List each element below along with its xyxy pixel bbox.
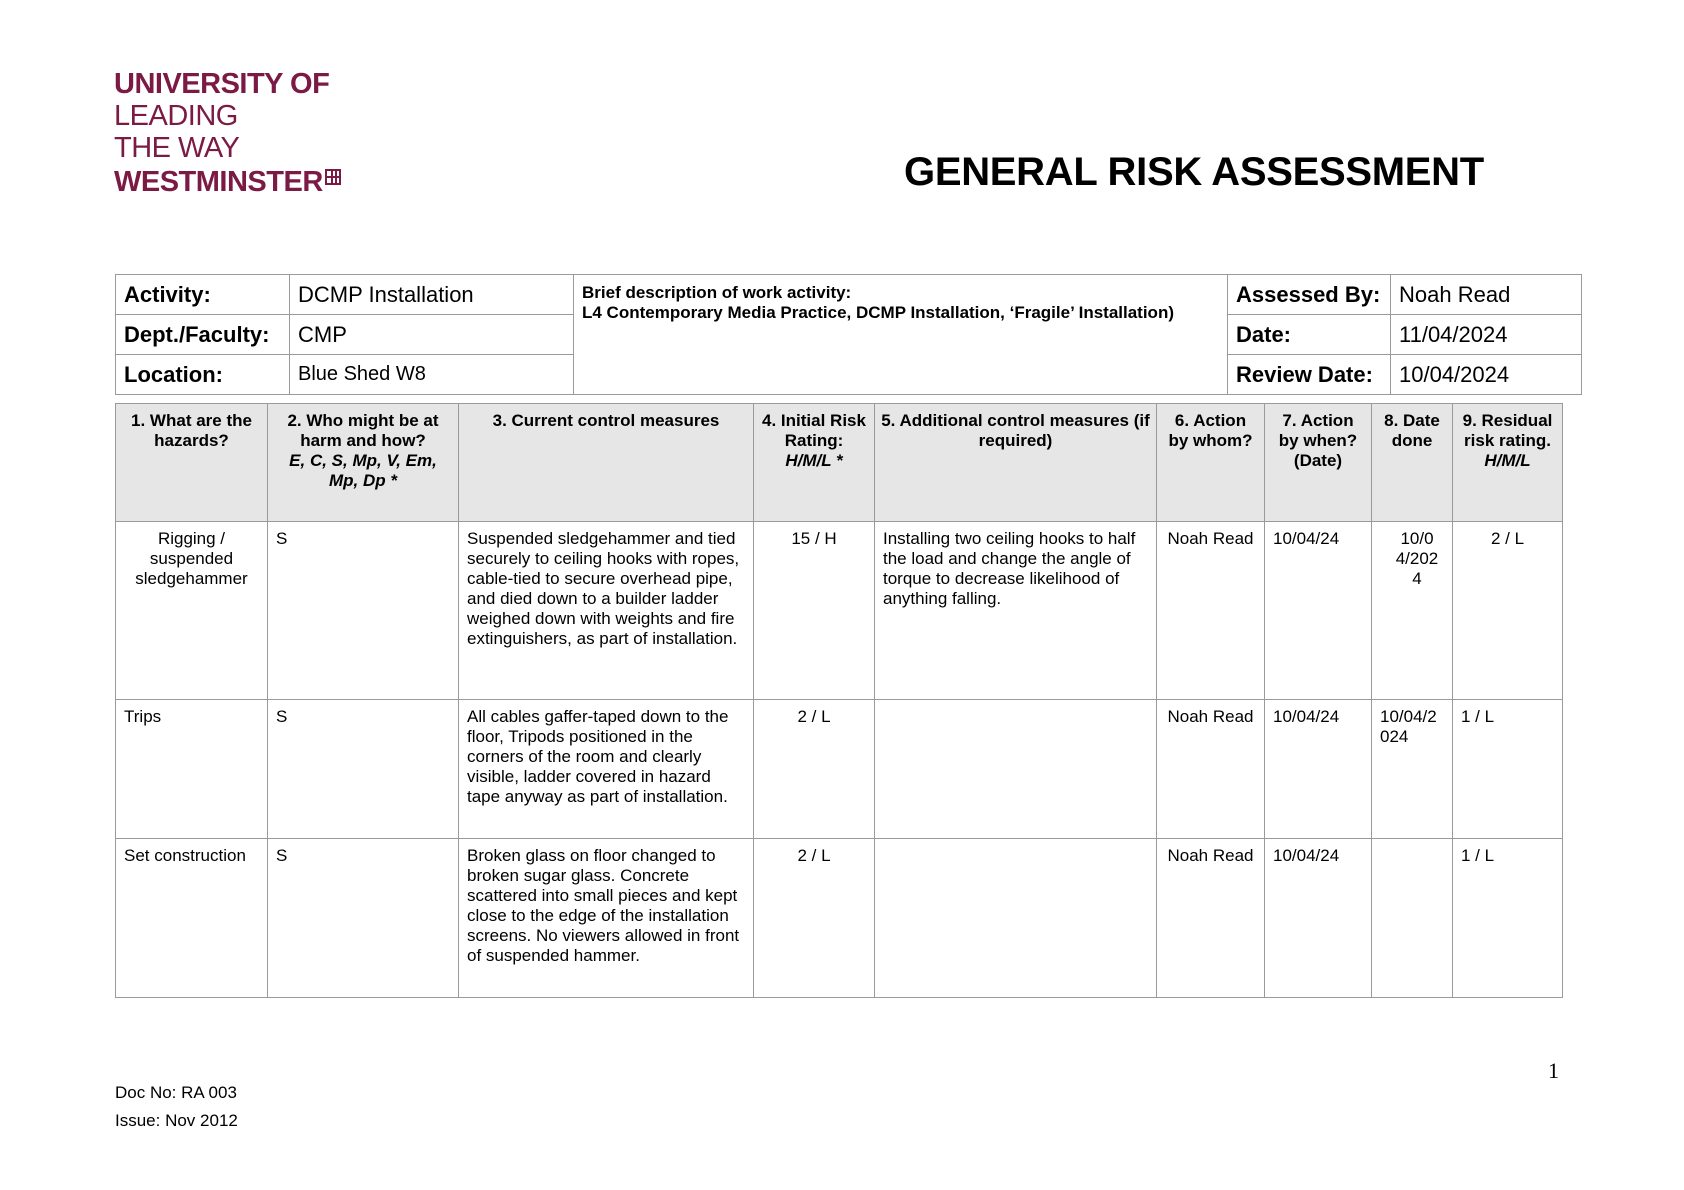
issue-date: Issue: Nov 2012 — [115, 1111, 238, 1130]
assessed-value: Noah Read — [1391, 275, 1582, 315]
additional-controls-cell: Installing two ceiling hooks to half the load and change the angle of torque to decrease likelihood of anything falling. — [875, 522, 1157, 700]
document-title: GENERAL RISK ASSESSMENT — [904, 150, 1484, 194]
additional-controls-cell — [875, 700, 1157, 839]
date-value: 11/04/2024 — [1391, 315, 1582, 355]
header-initial-risk: 4. Initial Risk Rating: H/M/L * — [754, 404, 875, 522]
by-whom-cell: Noah Read — [1157, 839, 1265, 998]
controls-cell: Broken glass on floor changed to broken sugar glass. Concrete scattered into small pieces and kept close to the edge of the installation screens. No viewers allowed in front of suspended hammer. — [459, 839, 754, 998]
risk-table — [115, 403, 1563, 998]
dept-value: CMP — [290, 315, 574, 355]
initial-risk-cell: 15 / H — [754, 522, 875, 700]
header-date-done: 8. Date done — [1372, 404, 1453, 522]
who-cell: S — [268, 839, 459, 998]
logo-line-4-text: WESTMINSTER — [114, 165, 323, 198]
by-when-cell: 10/04/24 — [1265, 839, 1372, 998]
logo-line-4 — [114, 166, 341, 198]
header-who: 2. Who might be at harm and how? E, C, S, Mp, V, Em, Mp, Dp * — [268, 404, 459, 522]
by-when-cell: 10/04/24 — [1265, 700, 1372, 839]
assessed-label: Assessed By: — [1228, 275, 1391, 315]
header-additional-controls: 5. Additional control measures (if required) — [875, 404, 1157, 522]
review-date-value: 10/04/2024 — [1391, 355, 1582, 395]
controls-cell: All cables gaffer-taped down to the floor, Tripods positioned in the corners of the room and clearly visible, ladder covered in hazard tape anyway as part of installation. — [459, 700, 754, 839]
by-when-cell: 10/04/24 — [1265, 522, 1372, 700]
additional-controls-cell — [875, 839, 1157, 998]
logo-line-3: THE WAY — [114, 132, 240, 164]
by-whom-cell: Noah Read — [1157, 522, 1265, 700]
hazard-cell: Rigging / suspended sledgehammer — [116, 522, 268, 700]
doc-number: Doc No: RA 003 — [115, 1083, 237, 1102]
description-value: L4 Contemporary Media Practice, DCMP Installation, ‘Fragile’ Installation) — [582, 303, 1174, 322]
table-row — [116, 700, 1563, 839]
location-value: Blue Shed W8 — [290, 355, 574, 395]
header-residual-risk: 9. Residual risk rating. H/M/L — [1453, 404, 1563, 522]
who-cell: S — [268, 700, 459, 839]
initial-risk-cell: 2 / L — [754, 839, 875, 998]
controls-cell: Suspended sledgehammer and tied securely to ceiling hooks with ropes, cable-tied to secure overhead pipe, and died down to a builder ladder weighed down with weights and fire extinguishers, as part of installation. — [459, 522, 754, 700]
table-row — [116, 839, 1563, 998]
header-action-by-when: 7. Action by when? (Date) — [1265, 404, 1372, 522]
header-current-controls: 3. Current control measures — [459, 404, 754, 522]
date-label: Date: — [1228, 315, 1391, 355]
review-date-label: Review Date: — [1228, 355, 1391, 395]
location-label: Location: — [116, 355, 290, 395]
residual-risk-cell: 1 / L — [1453, 700, 1563, 839]
logo-line-2: LEADING — [114, 100, 238, 132]
table-header-row — [116, 404, 1563, 522]
hazard-cell: Set construction — [116, 839, 268, 998]
description-cell — [574, 275, 1228, 395]
activity-value: DCMP Installation — [290, 275, 574, 315]
info-table — [115, 274, 1582, 395]
residual-risk-cell: 2 / L — [1453, 522, 1563, 700]
by-whom-cell: Noah Read — [1157, 700, 1265, 839]
description-label: Brief description of work activity: — [582, 283, 852, 302]
who-cell: S — [268, 522, 459, 700]
date-done-cell: 10/04/2024 — [1372, 522, 1453, 700]
table-row — [116, 522, 1563, 700]
logo-line-1: UNIVERSITY OF — [114, 68, 330, 100]
page-number: 1 — [1548, 1058, 1559, 1083]
header-action-by-whom: 6. Action by whom? — [1157, 404, 1265, 522]
initial-risk-cell: 2 / L — [754, 700, 875, 839]
hazard-cell: Trips — [116, 700, 268, 839]
date-done-cell — [1372, 839, 1453, 998]
portcullis-icon — [325, 169, 341, 185]
dept-label: Dept./Faculty: — [116, 315, 290, 355]
activity-label: Activity: — [116, 275, 290, 315]
university-logo — [114, 70, 341, 198]
header-hazards: 1. What are the hazards? — [116, 404, 268, 522]
residual-risk-cell: 1 / L — [1453, 839, 1563, 998]
date-done-cell: 10/04/2024 — [1372, 700, 1453, 839]
